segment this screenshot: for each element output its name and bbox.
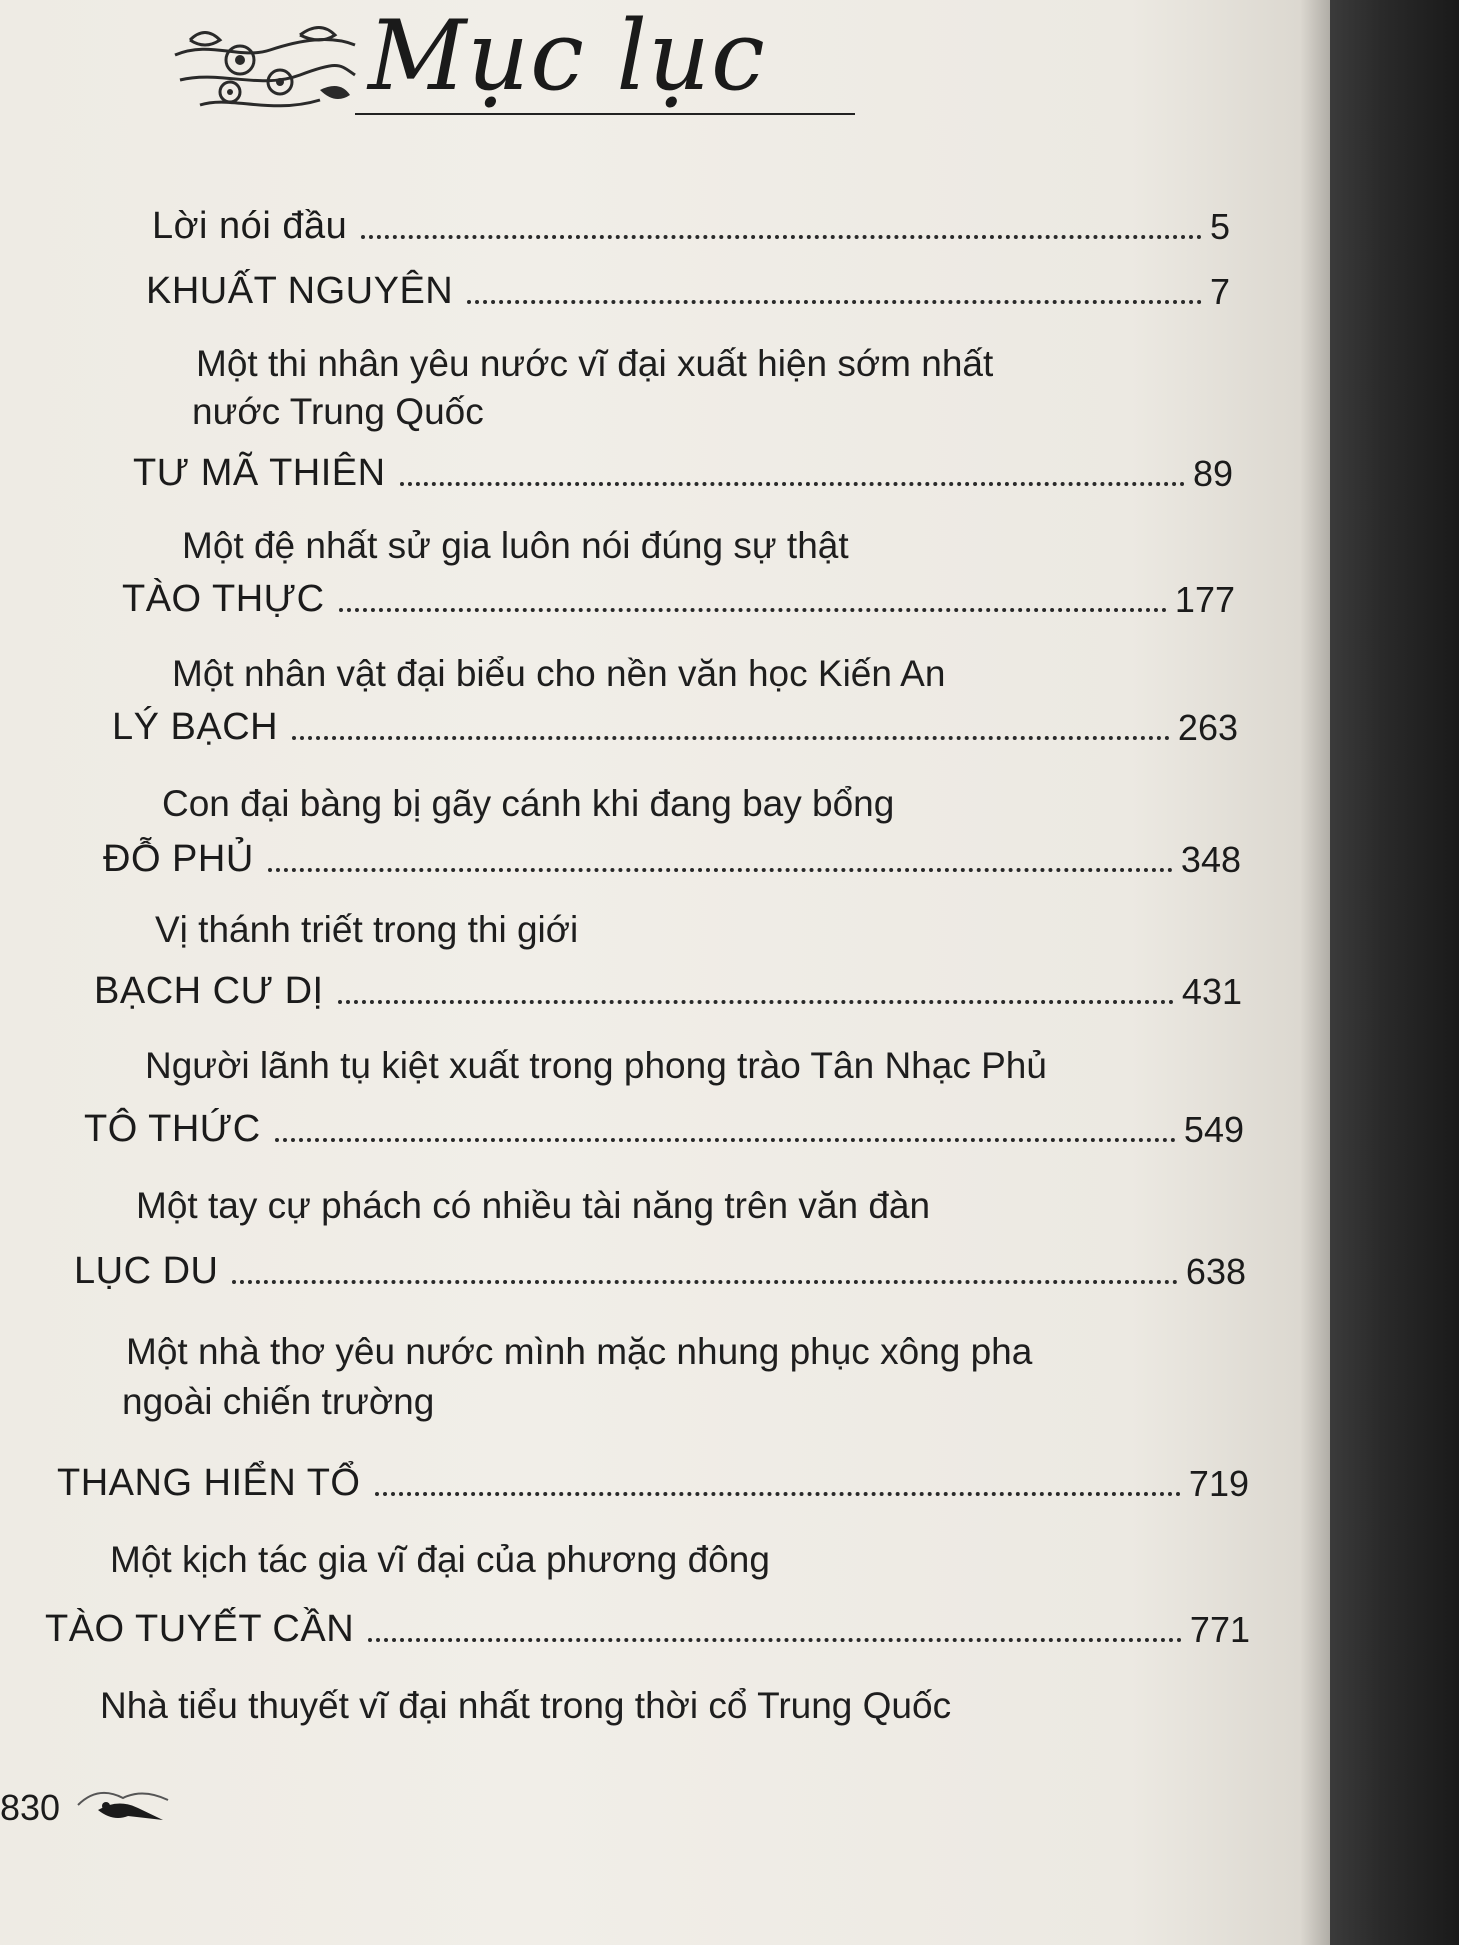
toc-entry-page: 89: [1192, 453, 1233, 494]
dot-leader: [232, 1279, 1177, 1284]
toc-entry-name: BẠCH CƯ DỊ: [94, 970, 324, 1012]
toc-entry-name: TÀO THỰC: [122, 578, 325, 620]
toc-entry-subtitle: nước Trung Quốc: [192, 391, 484, 432]
toc-entry[interactable]: [133, 452, 1233, 495]
toc-entry-name: LỤC DU: [74, 1250, 219, 1292]
toc-entry-page: 348: [1180, 839, 1241, 880]
toc-entry-subtitle: Một nhà thơ yêu nước mình mặc nhung phục xông pha: [126, 1331, 1033, 1372]
toc-entry-subtitle: ngoài chiến trường: [122, 1381, 435, 1422]
toc-entry-name: LÝ BẠCH: [112, 706, 279, 748]
toc-entry-name: THANG HIỂN TỔ: [57, 1462, 361, 1504]
toc-entry-page: 5: [1209, 206, 1230, 247]
toc-entry-page: 263: [1177, 707, 1238, 748]
toc-entry-name: TÀO TUYẾT CẦN: [45, 1608, 355, 1650]
toc-entry[interactable]: [103, 838, 1241, 881]
dot-leader: [368, 1637, 1182, 1642]
toc-entry-page: 549: [1183, 1109, 1244, 1150]
page-number: 830: [0, 1787, 61, 1828]
dot-leader: [338, 999, 1174, 1004]
toc-entry-name: KHUẤT NGUYÊN: [146, 270, 454, 312]
dot-leader: [375, 1491, 1181, 1496]
dot-leader: [467, 299, 1202, 304]
toc-entry[interactable]: [84, 1108, 1244, 1151]
dot-leader: [339, 607, 1167, 612]
page-title: Mục lục: [368, 0, 766, 112]
toc-entry-name: TƯ MÃ THIÊN: [133, 452, 386, 494]
toc-entry-page: 638: [1185, 1251, 1246, 1292]
toc-entry-subtitle: Một nhân vật đại biểu cho nền văn học Kiến An: [172, 653, 946, 694]
toc-entry-subtitle: Một tay cự phách có nhiều tài năng trên văn đàn: [136, 1185, 931, 1226]
toc-entry[interactable]: [45, 1608, 1250, 1651]
toc-entry-subtitle: Vị thánh triết trong thi giới: [155, 909, 579, 950]
dot-leader: [292, 735, 1170, 740]
toc-entry-page: 7: [1209, 271, 1230, 312]
toc-entry-page: 719: [1188, 1463, 1249, 1504]
toc-entry-subtitle: Người lãnh tụ kiệt xuất trong phong trào Tân Nhạc Phủ: [145, 1045, 1047, 1086]
toc-entry[interactable]: [146, 270, 1230, 313]
toc-entry-page: 431: [1181, 971, 1242, 1012]
toc-entry[interactable]: [94, 970, 1242, 1013]
toc-entry[interactable]: [57, 1462, 1249, 1505]
dot-leader: [361, 234, 1202, 239]
toc-entry[interactable]: [74, 1250, 1246, 1293]
toc-entry-name: ĐỖ PHỦ: [103, 838, 254, 880]
toc-entry-subtitle: Nhà tiểu thuyết vĩ đại nhất trong thời cổ Trung Quốc: [100, 1685, 952, 1726]
toc-entry-name: Lời nói đầu: [152, 205, 348, 247]
toc-entry-subtitle: Con đại bàng bị gãy cánh khi đang bay bổng: [162, 783, 895, 824]
toc-entry[interactable]: [122, 578, 1235, 621]
book-spine: [1330, 0, 1459, 1945]
toc-entry[interactable]: [112, 706, 1238, 749]
bird-ornament-icon: [68, 1780, 178, 1830]
dot-leader: [400, 481, 1185, 486]
toc-entry-page: 177: [1174, 579, 1235, 620]
toc-entry-page: 771: [1189, 1609, 1250, 1650]
toc-entry-subtitle: Một thi nhân yêu nước vĩ đại xuất hiện sớm nhất: [196, 343, 994, 384]
dot-leader: [275, 1137, 1176, 1142]
page-gutter-shadow: [1300, 0, 1330, 1945]
toc-entry[interactable]: [152, 205, 1230, 248]
toc-entry-subtitle: Một đệ nhất sử gia luôn nói đúng sự thật: [182, 525, 849, 566]
toc-entry-subtitle: Một kịch tác gia vĩ đại của phương đông: [110, 1539, 770, 1580]
toc-entry-name: TÔ THỨC: [84, 1108, 261, 1150]
dot-leader: [268, 867, 1173, 872]
